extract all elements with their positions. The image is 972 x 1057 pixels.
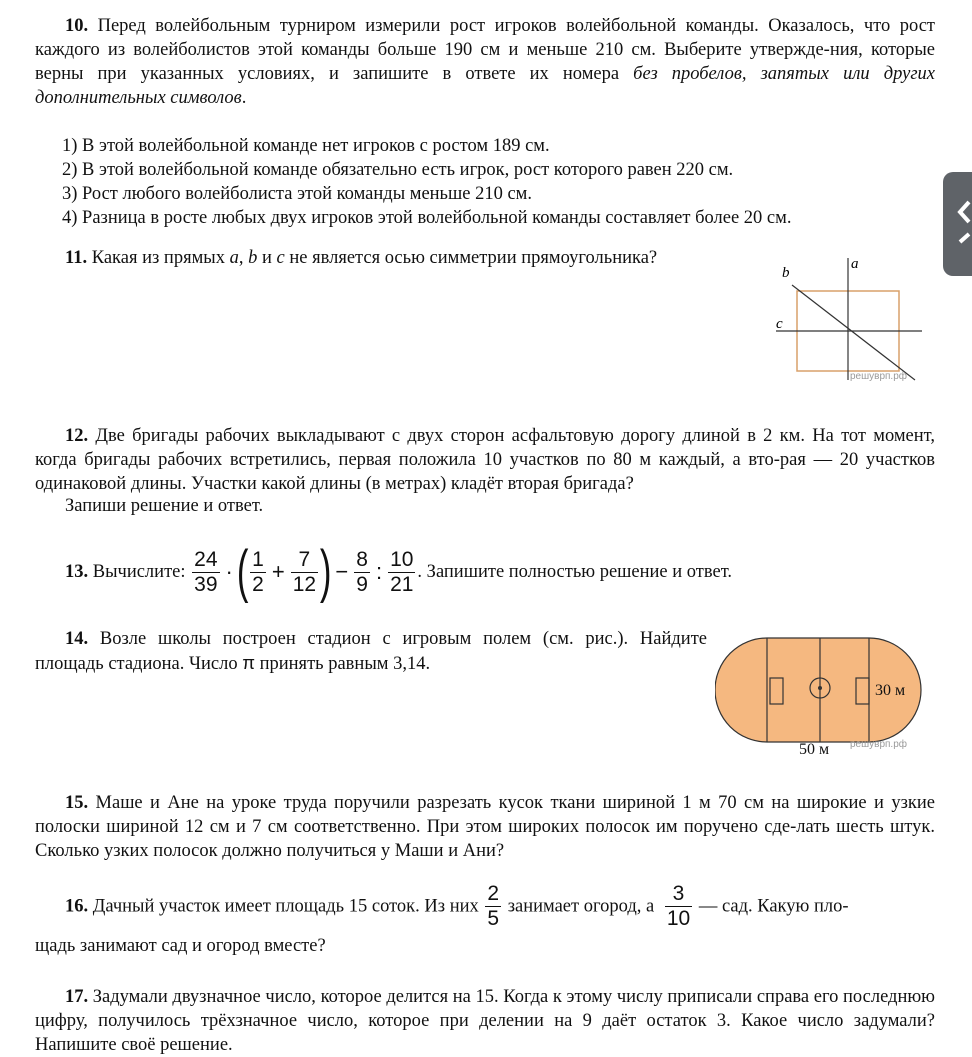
fraction-2-5 [485, 882, 501, 931]
denominator: 9 [356, 572, 368, 596]
conjunction: и [261, 248, 272, 268]
task-16-cont: щадь занимают сад и огород вместе? [35, 936, 326, 956]
denominator: 2 [252, 572, 264, 596]
task-text: Две бригады рабочих выкладывают с двух сторон асфальтовую дорогу длиной в 2 км. На тот момент, когда бригады рабочих встретились, первая положила 10 участков по 80 м каждый, а вто-рая — 20 участков одинаковой длины. Участки какой длины (в метрах) кладёт вторая бригада? [35, 426, 935, 494]
stadium-figure [715, 636, 925, 766]
task-text: Вычислите: [92, 562, 186, 582]
watermark: решуврп.рф [850, 739, 908, 750]
task-text-tail: . Запишите полностью решение и ответ. [417, 562, 733, 582]
task-11 [35, 246, 735, 270]
fraction-7-12 [291, 548, 318, 597]
task-text-tail: . [241, 88, 247, 108]
numerator: 2 [487, 882, 500, 905]
task-16 [65, 882, 935, 931]
task-text: Какая из прямых [91, 248, 225, 268]
operator: + [271, 559, 285, 584]
fraction-24-39 [192, 548, 219, 597]
denominator: 10 [666, 907, 691, 930]
task-number: 17. [65, 987, 89, 1007]
option-2: 2) В этой волейбольной команде обязательно есть игрок, рост которого равен 220 см. [62, 160, 734, 180]
denominator: 21 [390, 572, 414, 596]
answer-options [62, 134, 922, 230]
task-10 [35, 14, 935, 110]
fraction-8-9 [354, 548, 370, 597]
numerator: 1 [252, 547, 264, 571]
task-13 [65, 539, 733, 604]
fraction-1-2 [250, 548, 266, 597]
task-14 [35, 627, 707, 676]
task-text: Перед волейбольным турниром измерили рост игроков волейбольной команды. Оказалось, что рост каждого из волейболистов этой команды больше 190 см и меньше 210 см. Выберите утвержде-ния, которые верны при указанных условиях, и запишите в ответе их номера [35, 16, 935, 84]
denominator: 39 [194, 572, 218, 596]
rectangle-symmetry-figure [770, 252, 930, 387]
label-b: b [782, 265, 790, 281]
label-a: a [851, 256, 859, 272]
paren-left: ( [236, 539, 249, 604]
separator: , [238, 248, 244, 268]
task-text-italic: без пробелов, запятых или других дополнительных символов [35, 64, 935, 108]
task-number: 16. [65, 896, 89, 917]
numerator: 3 [665, 882, 692, 907]
task-number: 14. [65, 629, 89, 649]
numerator: 7 [291, 548, 318, 573]
task-15 [35, 791, 935, 863]
numerator: 24 [194, 547, 218, 571]
label-c: c [776, 316, 783, 332]
task-number: 11. [65, 248, 88, 268]
line-a-label: a [229, 248, 239, 268]
task-number: 15. [65, 793, 89, 813]
line-b [792, 285, 915, 380]
option-1: 1) В этой волейбольной команде нет игроков с ростом 189 см. [62, 136, 550, 156]
line-b-label: b [248, 248, 258, 268]
task-17 [35, 985, 935, 1057]
task-text: — сад. Какую пло- [698, 896, 849, 917]
option-4: 4) Разница в росте любых двух игроков этой волейбольной команды составляет более 20 см. [62, 208, 792, 228]
fraction-3-10 [665, 882, 692, 931]
task-text-end: не является осью симметрии прямоугольника? [289, 248, 658, 268]
side-panel-tab[interactable] [943, 172, 972, 276]
operator: − [335, 559, 349, 584]
center-spot [818, 686, 822, 690]
watermark: решуврп.рф [850, 371, 908, 382]
task-text: Дачный участок имеет площадь 15 соток. Из них [92, 896, 479, 917]
option-3: 3) Рост любого волейболиста этой команды меньше 210 см. [62, 184, 532, 204]
denominator: 12 [292, 572, 317, 596]
denominator: 5 [487, 907, 500, 930]
task-text: Задумали двузначное число, которое делится на 15. Когда к этому числу приписали справа его последнюю цифру, получилось трёхзначное число, которое при делении на 9 даёт остаток 3. Какое число задумали? Напишите своё решение. [35, 987, 935, 1055]
task-text-end: принять равным 3,14. [259, 654, 431, 674]
chevron-left-icon [957, 196, 971, 252]
task-12 [35, 424, 935, 496]
task-text: Маше и Ане на уроке труда поручили разрезать кусок ткани шириной 1 м 70 см на широкие и узкие полоски шириной 12 см и 7 см соответственно. При этом широких полосок им поручено сде-лать шесть штук. Сколько узких полосок должно получиться у Маши и Ани? [35, 793, 935, 861]
line-c-label: c [276, 248, 285, 268]
task-number: 10. [65, 16, 89, 36]
fraction-10-21 [388, 548, 415, 597]
operator: : [375, 559, 383, 584]
task-text: Возле школы построен стадион с игровым полем (см. рис.). Найдите площадь стадиона. Число [35, 629, 708, 674]
width-label: 50 м [799, 741, 830, 758]
task-text: занимает огород, а [507, 896, 655, 917]
task-12-extra: Запиши решение и ответ. [65, 496, 264, 516]
height-label: 30 м [875, 682, 906, 699]
task-number: 12. [65, 426, 89, 446]
pi-symbol: π [242, 652, 255, 673]
numerator: 8 [356, 547, 368, 571]
numerator: 10 [390, 547, 414, 571]
operator: · [225, 559, 233, 584]
task-number: 13. [65, 562, 89, 582]
paren-right: ) [319, 539, 332, 604]
